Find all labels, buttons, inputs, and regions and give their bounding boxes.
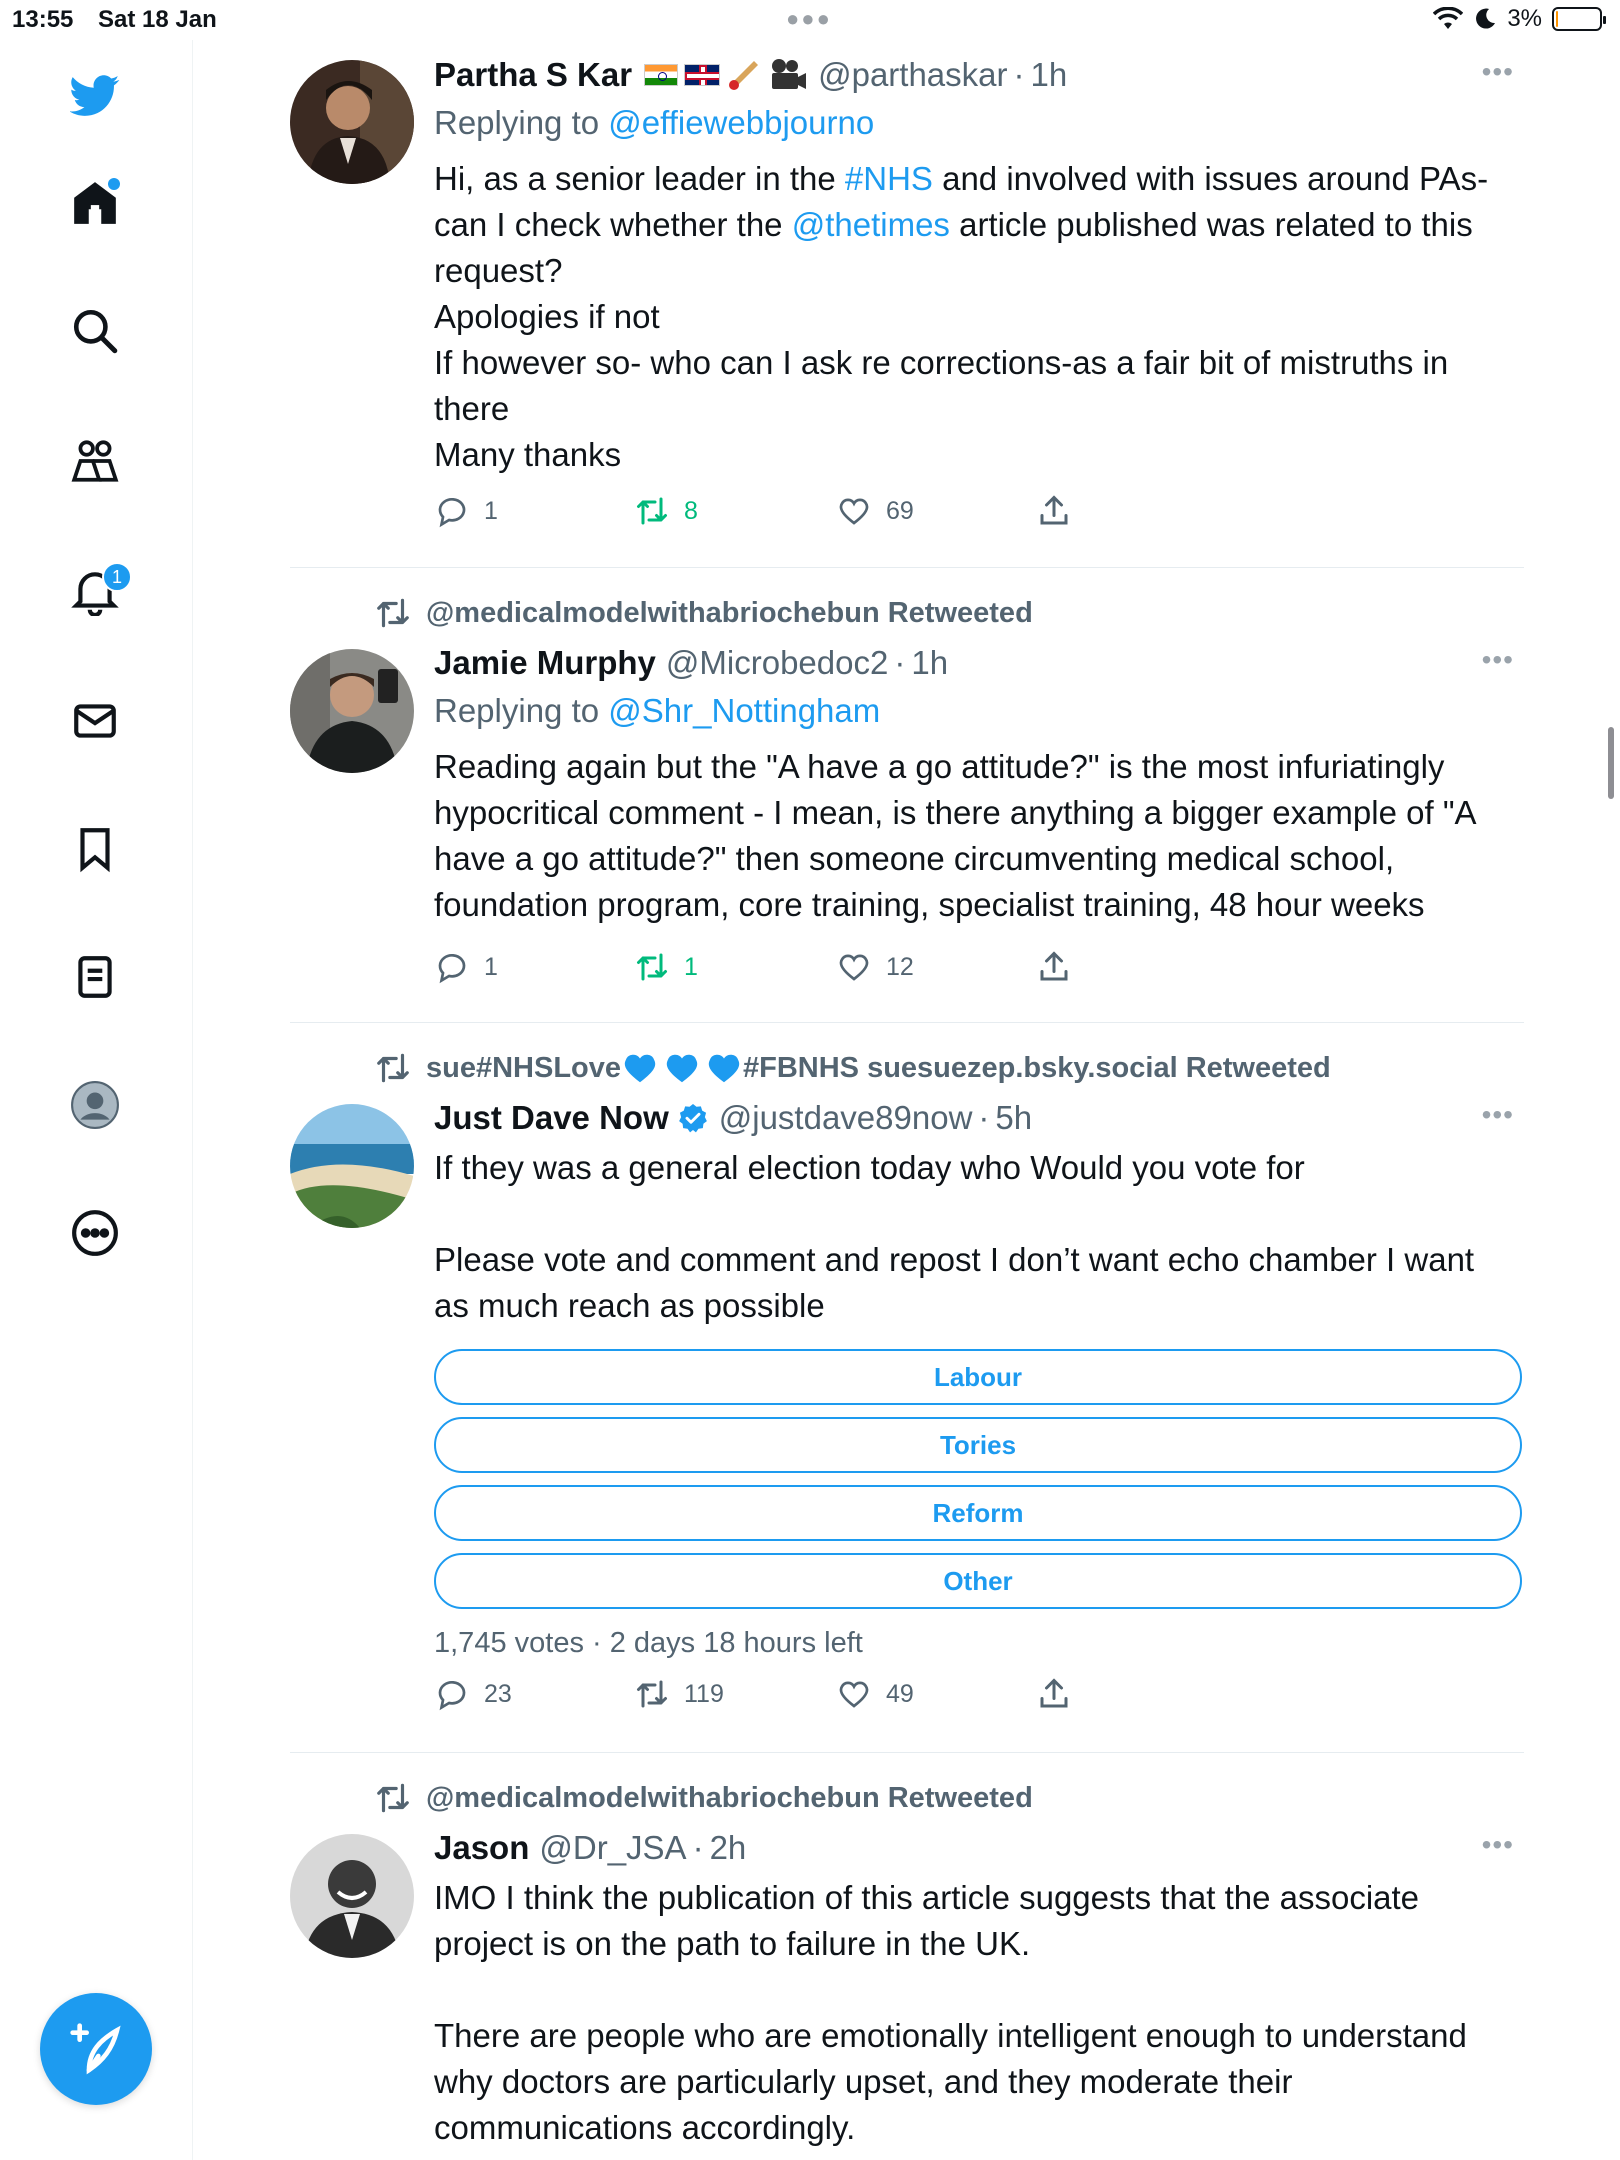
retweeted-by-text-b: #FBNHS suesuezep.bsky.social Retweeted (743, 1051, 1331, 1084)
heart-icon (836, 949, 872, 985)
tweet-actions (434, 942, 1514, 992)
cricket-icon (726, 57, 762, 93)
retweet-icon (634, 1676, 670, 1712)
sidebar (0, 40, 193, 2160)
tweet-content (434, 1825, 1514, 2151)
author-name[interactable]: Partha S Kar (434, 56, 633, 93)
home-icon[interactable] (62, 170, 128, 236)
tweet-paragraph: IMO I think the publication of this article suggests that the associate project is on the path to failure in the UK. (434, 1879, 1420, 1962)
communities-icon[interactable] (62, 428, 128, 494)
tweet-more-icon[interactable]: ••• (1481, 1099, 1514, 1130)
poll-option-reform[interactable]: Reform (434, 1485, 1522, 1541)
replying-to (434, 686, 1514, 736)
home-unread-dot (108, 178, 120, 190)
text-span: article published was related to this request? (434, 206, 1473, 289)
messages-icon[interactable] (62, 688, 128, 754)
text-span: and involved with issues around PAs- can I check whether the (434, 160, 1489, 243)
tweet-paragraph: Apologies if not (434, 298, 660, 335)
retweeted-by-text-a: sue#NHSLove (426, 1051, 622, 1084)
retweet-count: 1 (684, 952, 698, 981)
poll-option-labour[interactable]: Labour (434, 1349, 1522, 1405)
blue-heart-icon (663, 1049, 701, 1087)
tweet-actions (434, 486, 1514, 536)
tweet-header (434, 640, 1514, 686)
reply-count: 23 (484, 1679, 512, 1708)
author-name[interactable]: Jason (434, 1829, 530, 1866)
tweet-text (434, 1875, 1514, 2151)
author-handle[interactable]: @parthaskar (818, 56, 1008, 93)
battery-icon (1552, 7, 1602, 31)
status-date: Sat 18 Jan (98, 6, 217, 33)
status-time: 13:55 (12, 6, 74, 33)
scrollbar[interactable] (1608, 727, 1614, 799)
lists-icon[interactable] (62, 944, 128, 1010)
replying-to-link[interactable]: @effiewebbjourno (608, 104, 875, 141)
retweeted-by[interactable] (374, 594, 1033, 632)
retweet-button[interactable] (634, 1676, 836, 1712)
reply-count: 1 (484, 496, 498, 525)
compose-icon (68, 2021, 124, 2077)
tweet-time[interactable]: 1h (911, 644, 949, 681)
retweet-icon (374, 594, 412, 632)
retweeted-by-text: @medicalmodelwithabriochebun Retweeted (426, 596, 1033, 629)
reply-icon (434, 493, 470, 529)
reply-count: 1 (484, 952, 498, 981)
tweet-paragraph: If however so- who can I ask re corrections-as a fair bit of mistruths in there (434, 344, 1449, 427)
share-icon (1036, 949, 1072, 985)
poll-option-tories[interactable]: Tories (434, 1417, 1522, 1473)
retweet-icon (374, 1779, 412, 1817)
retweet-count: 8 (684, 496, 698, 525)
author-handle[interactable]: @Dr_JSA (539, 1829, 687, 1866)
replying-prefix: Replying to (434, 692, 600, 729)
avatar[interactable] (290, 60, 414, 184)
author-name[interactable]: Just Dave Now (434, 1099, 669, 1136)
profile-icon[interactable] (62, 1072, 128, 1138)
heart-icon (836, 1676, 872, 1712)
like-count: 12 (886, 952, 914, 981)
compose-tweet-button[interactable] (40, 1993, 152, 2105)
timeline-feed (290, 40, 1524, 2160)
like-count: 49 (886, 1679, 914, 1708)
tweet-more-icon[interactable]: ••• (1481, 1829, 1514, 1860)
name-emojis (644, 57, 808, 93)
tweet-time[interactable]: 5h (995, 1099, 1033, 1136)
multitasking-dots-icon[interactable]: ●●● (786, 6, 832, 31)
retweet-button[interactable] (634, 949, 836, 985)
verified-badge-icon (677, 1102, 709, 1134)
tweet-paragraph: There are people who are emotionally intelligent enough to understand why doctors are particularly upset, and they moderate their communications accordingly. (434, 2017, 1467, 2146)
tweet-paragraph (434, 156, 1514, 294)
text-span: Hi, as a senior leader in the (434, 160, 845, 197)
poll-option-other[interactable]: Other (434, 1553, 1522, 1609)
blue-heart-icon (705, 1049, 743, 1087)
author-handle[interactable]: @justdave89now (718, 1099, 973, 1136)
hashtag-link[interactable]: #NHS (844, 160, 933, 197)
more-icon[interactable] (62, 1200, 128, 1266)
like-button[interactable] (836, 949, 1036, 985)
reply-button[interactable] (434, 493, 634, 529)
wifi-icon (1433, 7, 1463, 31)
replying-prefix: Replying to (434, 104, 600, 141)
tweet-time[interactable]: 2h (709, 1829, 747, 1866)
author-handle[interactable]: @Microbedoc2 (665, 644, 889, 681)
share-icon (1036, 493, 1072, 529)
tweet-header (434, 1095, 1514, 1141)
battery-level (1556, 11, 1558, 27)
tweet-paragraph: Many thanks (434, 436, 622, 473)
tweet-more-icon[interactable]: ••• (1481, 644, 1514, 675)
tweet[interactable] (290, 1753, 1524, 2160)
tweet-header (434, 52, 1514, 98)
tweet-paragraph-spacer (434, 1191, 1514, 1237)
avatar[interactable] (290, 649, 414, 773)
reply-button[interactable] (434, 949, 634, 985)
tweet[interactable] (290, 568, 1524, 1023)
author-name[interactable]: Jamie Murphy (434, 644, 656, 681)
retweeted-by[interactable] (374, 1779, 1033, 1817)
tweet-actions (434, 1669, 1514, 1719)
separator: · (894, 644, 906, 681)
uk-flag-icon (684, 64, 720, 86)
separator: · (1013, 56, 1025, 93)
tweet-paragraph-spacer (434, 1967, 1514, 2013)
retweet-icon (374, 1049, 412, 1087)
like-button[interactable] (836, 1676, 1036, 1712)
separator: · (692, 1829, 704, 1866)
notifications-icon[interactable] (62, 558, 128, 624)
moon-icon (1473, 7, 1497, 31)
heart-icon (836, 493, 872, 529)
tweet-more-icon[interactable]: ••• (1481, 56, 1514, 87)
retweeted-by[interactable] (374, 1049, 1331, 1087)
poll-meta: 1,745 votes · 2 days 18 hours left (434, 1627, 863, 1659)
tweet[interactable] (290, 1023, 1524, 1753)
mention-link[interactable]: @thetimes (791, 206, 950, 243)
replying-to (434, 98, 1514, 148)
tweet-content (434, 52, 1514, 536)
separator: · (978, 1099, 990, 1136)
movie-camera-icon (768, 57, 808, 93)
tweet-content (434, 640, 1514, 992)
reply-icon (434, 949, 470, 985)
status-right (1433, 5, 1602, 33)
status-bar (0, 0, 1620, 40)
share-icon (1036, 1676, 1072, 1712)
reply-button[interactable] (434, 1676, 634, 1712)
tweet-text (434, 156, 1514, 478)
bookmarks-icon[interactable] (62, 816, 128, 882)
battery-percent: 3% (1507, 5, 1542, 32)
share-button[interactable] (1036, 493, 1072, 529)
retweet-count: 119 (684, 1679, 724, 1708)
twitter-logo-icon[interactable] (62, 62, 128, 128)
retweet-icon (634, 949, 670, 985)
like-count: 69 (886, 496, 914, 525)
tweet-paragraph: If they was a general election today who Would you vote for (434, 1149, 1305, 1186)
india-flag-icon (644, 64, 678, 86)
avatar[interactable] (290, 1104, 414, 1228)
tweet[interactable] (290, 40, 1524, 568)
tweet-text: Reading again but the "A have a go attitude?" is the most infuriatingly hypocritical comment - I mean, is there anything a bigger example of "A have a go attitude?" then someone circumventing medical school, foundation program, core training, specialist training, 48 hour weeks (434, 748, 1475, 923)
poll (434, 1349, 1514, 1665)
tweet-header (434, 1825, 1514, 1871)
retweeted-by-text: @medicalmodelwithabriochebun Retweeted (426, 1781, 1033, 1814)
share-button[interactable] (1036, 1676, 1072, 1712)
tweet-text (434, 1145, 1514, 1329)
blue-heart-icon (621, 1049, 659, 1087)
replying-to-link[interactable]: @Shr_Nottingham (608, 692, 881, 729)
tweet-content (434, 1095, 1514, 1719)
avatar[interactable] (290, 1834, 414, 1958)
blue-hearts (621, 1049, 743, 1087)
retweet-button[interactable] (634, 493, 836, 529)
tweet-paragraph: Please vote and comment and repost I don’t want echo chamber I want as much reach as possible (434, 1241, 1475, 1324)
search-icon[interactable] (62, 298, 128, 364)
tweet-time[interactable]: 1h (1030, 56, 1068, 93)
reply-icon (434, 1676, 470, 1712)
notifications-badge: 1 (102, 562, 132, 592)
share-button[interactable] (1036, 949, 1072, 985)
like-button[interactable] (836, 493, 1036, 529)
retweet-icon (634, 493, 670, 529)
